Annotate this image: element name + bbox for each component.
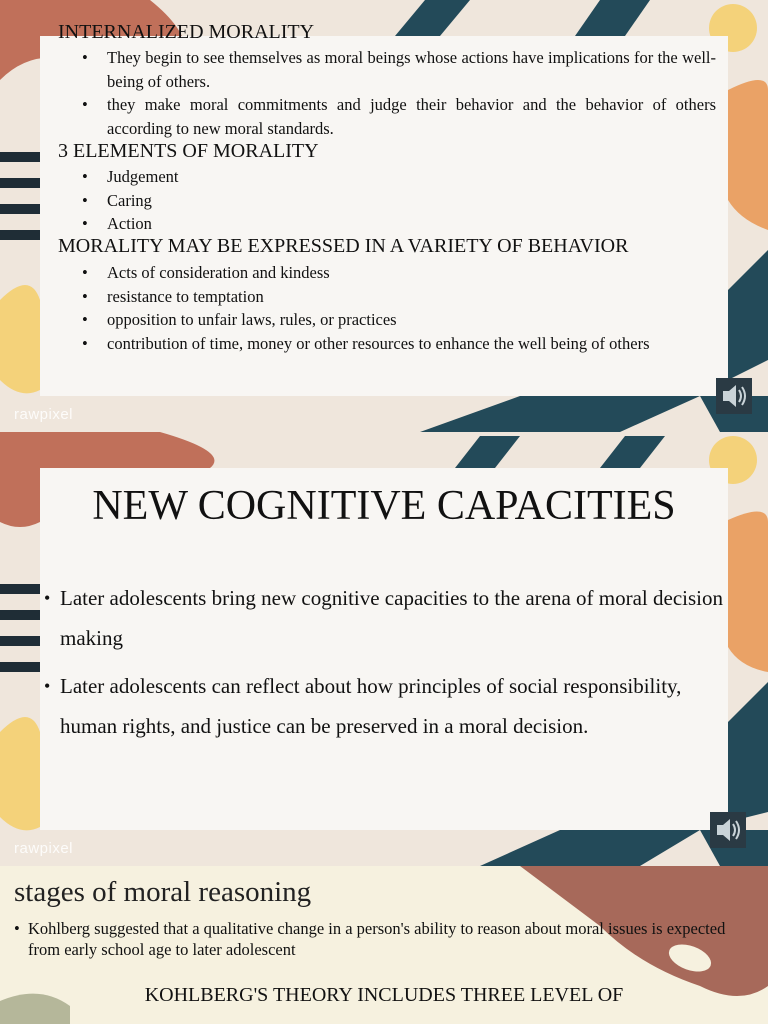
heading-morality-behavior: MORALITY MAY BE EXPRESSED IN A VARIETY OF BEHAVIOR	[58, 235, 629, 257]
speaker-icon[interactable]	[716, 378, 752, 414]
rawpixel-watermark: rawpixel	[14, 406, 74, 423]
slide-new-cognitive-capacities	[0, 432, 768, 866]
behavior-list	[82, 261, 716, 355]
list-item: • Caring	[82, 189, 716, 213]
list-item: • Acts of consideration and kindess	[82, 261, 716, 285]
list-item: • They begin to see themselves as moral beings whose actions have implications for the well-being of others.	[82, 46, 716, 93]
list-item: • contribution of time, money or other resources to enhance the well being of others	[82, 332, 716, 356]
stages-list	[14, 918, 754, 960]
heading-internalized-morality: INTERNALIZED MORALITY	[58, 21, 315, 43]
slide-stages-of-moral-reasoning	[0, 866, 768, 1024]
heading-elements-of-morality: 3 ELEMENTS OF MORALITY	[58, 140, 319, 162]
internalized-list	[82, 46, 716, 140]
slide-internalized-morality	[0, 0, 768, 432]
list-item: • opposition to unfair laws, rules, or practices	[82, 308, 716, 332]
elements-list	[82, 165, 716, 236]
list-item: • Kohlberg suggested that a qualitative change in a person's ability to reason about moral issues is expected from early school age to later adolescent	[14, 918, 754, 960]
slide-title: stages of moral reasoning	[14, 876, 312, 908]
rawpixel-watermark: rawpixel	[14, 840, 74, 857]
slide-title: NEW COGNITIVE CAPACITIES	[92, 483, 676, 529]
list-item: • Later adolescents can reflect about how principles of social responsibility, human rights, and justice can be preserved in a moral decision.	[44, 666, 724, 746]
list-item: • Action	[82, 212, 716, 236]
list-item: • Judgement	[82, 165, 716, 189]
list-item: • they make moral commitments and judge their behavior and the behavior of others according to new moral standards.	[82, 93, 716, 140]
list-item: • Later adolescents bring new cognitive capacities to the arena of moral decision making	[44, 578, 724, 658]
slide-subtitle: KOHLBERG'S THEORY INCLUDES THREE LEVEL OF	[144, 984, 624, 1006]
capacities-list	[44, 578, 724, 754]
list-item: • resistance to temptation	[82, 285, 716, 309]
speaker-icon[interactable]	[710, 812, 746, 848]
